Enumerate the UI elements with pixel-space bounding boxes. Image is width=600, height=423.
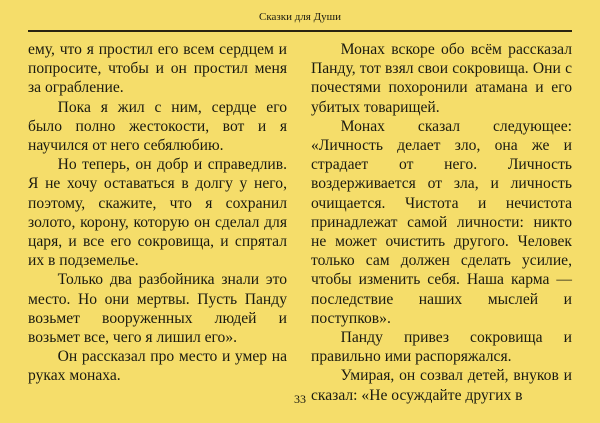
right-column (311, 40, 572, 405)
running-header: Сказки для Души (259, 11, 341, 23)
page-number: 33 (294, 392, 306, 406)
paragraph: Монах вскоре обо всём рассказал Панду, тот взял свои сокровища. Они с почестями похоронили атамана и его убитых товарищей. (311, 41, 572, 116)
paragraph: Монах сказал следующее: «Личность делает зло, она же и страдает от него. Личность воздерживается от зла, и личность очищается. Чистота и нечистота принадлежат самой личности: никто не может очистить другого. Человек только сам должен сделать усилие, чтобы изменить себя. Наша карма — последствие наших мыслей и поступков». (311, 117, 572, 327)
paragraph: ему, что я простил его всем сердцем и попросите, чтобы и он простил меня за ограбление. (28, 41, 287, 97)
paragraph: Но теперь, он добр и справедлив. Я не хочу оставаться в долгу у него, поэтому, скажите, что я сохранил золото, корону, которую он сделал для царя, и все его сокровища, и спрятал их в подземелье. (28, 156, 287, 270)
paragraph: Панду привез сокровища и правильно ими распоряжался. (311, 329, 572, 366)
paragraph: Пока я жил с ним, сердце его было полно жестокости, вот и я научился от него себялюбию. (28, 98, 287, 155)
paragraph: Умирая, он созвал детей, внуков и сказал: «Не осуждайте других в (311, 367, 572, 404)
paragraph: Только два разбойника знали это место. Но они мертвы. Пусть Панду возьмет вооруженных людей и возьмет все, чего я лишил его». (28, 271, 287, 347)
header-divider (28, 30, 572, 32)
paragraph: Он рассказал про место и умер на руках монаха. (28, 348, 287, 385)
left-column (28, 40, 287, 386)
